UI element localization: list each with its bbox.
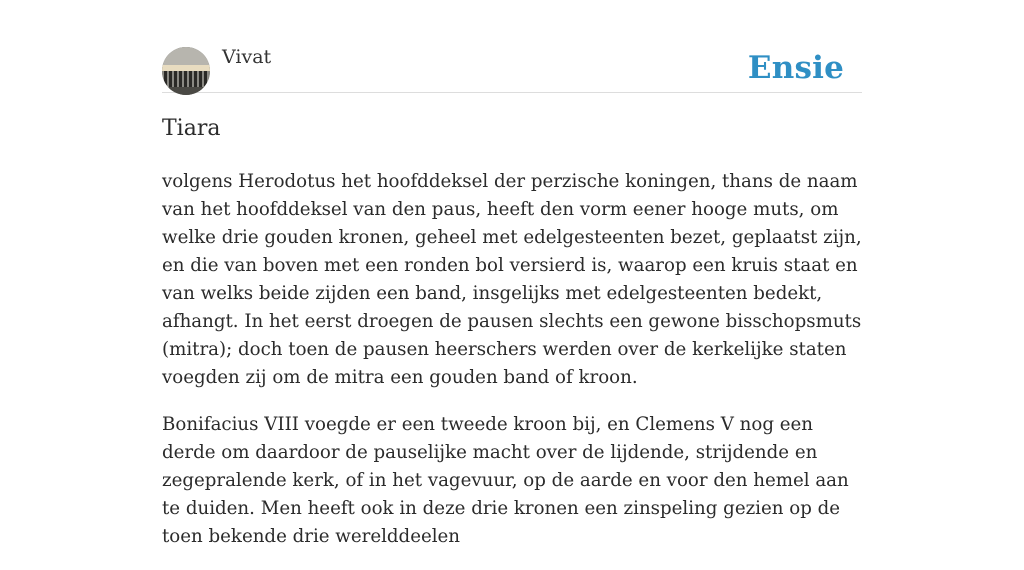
- author-name[interactable]: Vivat: [222, 46, 272, 68]
- article-paragraph: Bonifacius VIII voegde er een tweede kroon bij, en Clemens V nog een derde om daardoor de pauselijke macht over de lijdende, strijdende en zegepralende kerk, of in het vagevuur, op de aarde en voor den hemel aan te duiden. Men heeft ook in deze drie kronen een zinspeling gezien op de toen bekende drie werelddeelen: [162, 414, 849, 547]
- page-container: [162, 0, 862, 547]
- article-paragraph: volgens Herodotus het hoofddeksel der perzische koningen, thans de naam van het hoofddeksel van den paus, heeft den vorm eener hooge muts, om welke drie gouden kronen, geheel met edelgesteenten bezet, geplaatst zijn, en die van boven met een ronden bol versierd is, waarop een kruis staat en van welks beide zijden een band, insgelijks met edelgesteenten bedekt, afhangt. In het eerst droegen de pausen slechts een gewone bisschopsmuts (mitra); doch toen de pausen heerschers werden over de kerkelijke staten voegden zij om de mitra een gouden band of kroon.: [162, 171, 862, 388]
- page-header: [162, 0, 862, 93]
- article-title: Tiara: [162, 116, 221, 141]
- brand-logo-link[interactable]: Ensie: [747, 50, 844, 86]
- avatar-image: [162, 47, 210, 95]
- article-body: [162, 168, 862, 570]
- user-avatar-icon[interactable]: [162, 47, 210, 95]
